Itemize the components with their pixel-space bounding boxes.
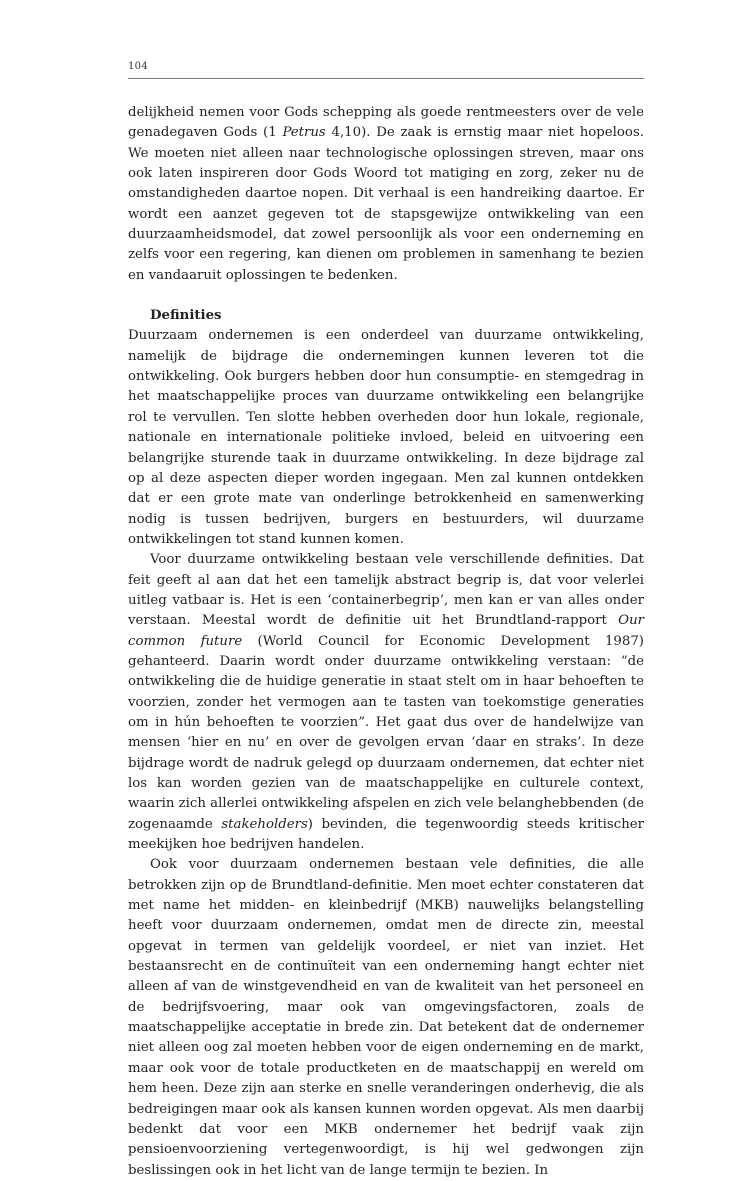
page-number: 104 bbox=[128, 61, 148, 72]
header-rule bbox=[128, 78, 644, 79]
paragraph-text: ) bevinden, die tegenwoordig steeds kritischer meekijken hoe bedrijven handelen. bbox=[128, 816, 644, 853]
italic-term: stakeholders bbox=[221, 816, 308, 832]
body-text bbox=[128, 103, 644, 1181]
paragraph-text: (World Council for Economic Development 1987) gehanteerd. Daarin wordt onder duurzame ontwikkeling verstaan: “de ontwikkeling die de huidige generatie in staat stelt om in haar behoeften te voorzien, zonder het vermogen aan te tasten van toekomstige generaties om in hún behoeften te voorzien”. Het gaat dus over de handelwijze van mensen ‘hier en nu’ en over de gevolgen ervan ‘daar en straks’. In deze bijdrage wordt de nadruk gelegd op duurzaam ondernemen, dat echter niet los kan worden gezien van de maatschappelijke en culturele context, waarin zich allerlei ontwikkeling afspelen en zich vele belanghebbenden (de zogenaamde bbox=[128, 633, 644, 832]
paragraph-definitions-brundtland bbox=[128, 550, 644, 855]
italic-reference: Petrus bbox=[282, 125, 326, 141]
paragraph-text: 4,10). De zaak is ernstig maar niet hopeloos. We moeten niet alleen naar technologische oplossingen streven, maar ons ook laten inspireren door Gods Woord tot matiging en zorg, zeker nu de omstandigheden daartoe nopen. Dit verhaal is een handreiking daartoe. Er wordt een aanzet gegeven tot de stapsgewijze ontwikkeling van een duurzaamheidsmodel, dat zowel persoonlijk als voor een onderneming en zelfs voor een regering, kan dienen om problemen in samenhang te bezien en vandaaruit oplossingen te bedenken. bbox=[128, 125, 644, 283]
italic-title: Our common future bbox=[128, 613, 644, 649]
section-heading: Definities bbox=[150, 308, 222, 324]
paragraph-text: Voor duurzame ontwikkeling bestaan vele verschillende definities. Dat feit geeft al aan dat het een tamelijk abstract begrip is, dat voor velerlei uitleg vatbaar is. Het is een ‘containerbegrip’, men kan er van alles onder verstaan. Meestal wordt de definitie uit het Brundtland-rapport bbox=[128, 552, 644, 629]
paragraph-mkb: Ook voor duurzaam ondernemen bestaan vele definities, die alle betrokken zijn op de Brundtland-definitie. Men moet echter constateren dat met name het midden- en kleinbedrijf (MKB) nauwelijks belangstelling heeft voor duurzaam ondernemen, omdat men de directe zin, meestal opgevat in termen van geldelijk voordeel, er niet van inziet. Het bestaansrecht en de continuïteit van een onderneming hangt echter niet alleen af van de winstgevendheid en van de kwaliteit van het personeel en de bedrijfsvoering, maar ook van omgevingsfactoren, zoals de maatschappelijke acceptatie in brede zin. Dat betekent dat de ondernemer niet alleen oog zal moeten hebben voor de eigen onderneming en de markt, maar ook voor de totale productketen en de maatschappij en wereld om hem heen. Deze zijn aan sterke en snelle veranderingen onderhevig, die als bedreigingen maar ook als kansen kunnen worden opgevat. Als men daarbij bedenkt dat voor een MKB ondernemer het bedrijf vaak zijn pensioenvoorziening vertegenwoordigt, is hij wel gedwongen zijn beslissingen ook in het licht van de lange termijn te bezien. In bbox=[128, 857, 644, 1178]
paragraph-intro bbox=[128, 103, 644, 286]
paragraph-definition: Duurzaam ondernemen is een onderdeel van duurzame ontwikkeling, namelijk de bijdrage die ondernemingen kunnen leveren tot die ontwikkeling. Ook burgers hebben door hun consumptie- en stemgedrag in het maatschappelijke proces van duurzame ontwikkeling een belangrijke rol te vervullen. Ten slotte hebben overheden door hun lokale, regionale, nationale en internationale politieke invloed, beleid en uitvoering een belangrijke sturende taak in duurzame ontwikkeling. In deze bijdrage zal op al deze aspecten dieper worden ingegaan. Men zal kunnen ontdekken dat er een grote mate van onderlinge betrokkenheid en samenwerking nodig is tussen bedrijven, burgers en bestuurders, wil duurzame ontwikkelingen tot stand kunnen komen. bbox=[128, 328, 644, 547]
paragraph-text: delijkheid nemen voor Gods schepping als goede rentmeesters over de vele genadegaven Gods (1 bbox=[128, 105, 644, 141]
